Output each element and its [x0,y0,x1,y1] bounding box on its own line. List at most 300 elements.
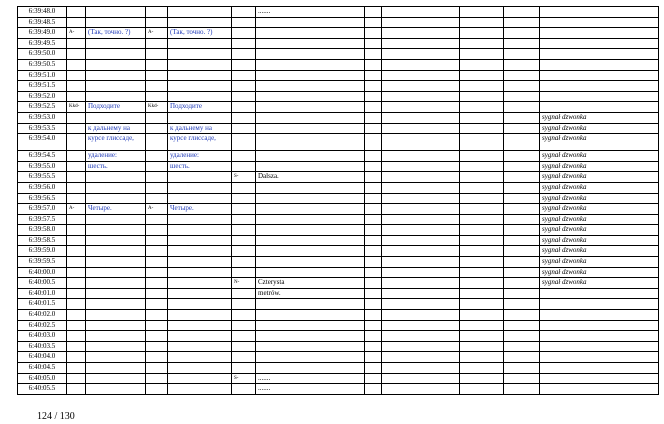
speaker-pl-cell: N- [232,278,256,289]
speaker-pl-cell [232,299,256,310]
empty-cell [460,91,504,102]
remarks-cell [540,28,659,39]
speaker-pl-cell [232,384,256,395]
table-row [18,204,659,215]
empty-cell [460,161,504,172]
phrase-ru-1-cell: Четыре. [86,204,146,215]
table-row [18,134,659,151]
empty-cell [460,182,504,193]
speaker-ru-1-cell [67,352,86,363]
phrase-pl-cell: Czterysta [256,278,365,289]
table-row [18,49,659,60]
empty-cell [504,38,540,49]
speaker-ru-2-cell [146,7,168,18]
speaker-ru-1-cell [67,112,86,123]
empty-cell [365,352,382,363]
phrase-pl-cell [256,341,365,352]
phrase-pl-cell [256,331,365,342]
phrase-ru-2-cell [168,235,232,246]
speaker-pl-cell [232,225,256,236]
speaker-ru-1-cell [67,320,86,331]
empty-cell [365,7,382,18]
empty-cell [382,257,460,268]
speaker-pl-cell [232,204,256,215]
phrase-ru-2-cell [168,112,232,123]
empty-cell [382,288,460,299]
empty-cell [365,161,382,172]
speaker-pl-cell [232,352,256,363]
phrase-ru-2-cell [168,81,232,92]
empty-cell [460,246,504,257]
phrase-pl-cell [256,182,365,193]
speaker-pl-cell [232,102,256,113]
speaker-ru-1-cell [67,278,86,289]
table-row [18,320,659,331]
speaker-ru-2-cell [146,49,168,60]
empty-cell [504,151,540,162]
phrase-pl-cell: ....... [256,373,365,384]
empty-cell [504,7,540,18]
time-cell: 6:40:02.0 [18,310,67,321]
empty-cell [365,267,382,278]
empty-cell [365,172,382,183]
table-row [18,363,659,374]
table-row [18,331,659,342]
speaker-ru-1-cell [67,288,86,299]
phrase-ru-2-cell [168,267,232,278]
empty-cell [382,70,460,81]
speaker-ru-2-cell [146,352,168,363]
phrase-pl-cell [256,161,365,172]
phrase-pl-cell [256,352,365,363]
empty-cell [365,204,382,215]
empty-cell [460,28,504,39]
speaker-ru-2-cell [146,134,168,151]
remarks-cell [540,299,659,310]
speaker-pl-cell [232,17,256,28]
phrase-pl-cell [256,214,365,225]
speaker-ru-1-cell [67,81,86,92]
phrase-ru-1-cell [86,70,146,81]
table-row [18,225,659,236]
speaker-pl-cell [232,182,256,193]
remarks-cell [540,70,659,81]
speaker-ru-1-cell [67,235,86,246]
speaker-ru-1-cell: A- [67,28,86,39]
remarks-cell: sygnał dzwonka [540,193,659,204]
empty-cell [504,214,540,225]
speaker-pl-cell: S- [232,172,256,183]
speaker-pl-cell [232,331,256,342]
speaker-pl-cell [232,161,256,172]
empty-cell [365,91,382,102]
empty-cell [382,7,460,18]
speaker-ru-1-cell [67,17,86,28]
table-row [18,246,659,257]
phrase-ru-1-cell [86,320,146,331]
phrase-ru-1-cell [86,81,146,92]
empty-cell [382,235,460,246]
speaker-ru-2-cell [146,59,168,70]
empty-cell [365,235,382,246]
phrase-ru-1-cell [86,59,146,70]
phrase-ru-1-cell: шесть. [86,161,146,172]
remarks-cell: sygnał dzwonka [540,172,659,183]
empty-cell [365,182,382,193]
phrase-pl-cell [256,17,365,28]
remarks-cell: sygnał dzwonka [540,112,659,123]
phrase-ru-2-cell [168,182,232,193]
speaker-ru-1-cell [67,91,86,102]
speaker-ru-1-cell [67,38,86,49]
speaker-ru-2-cell [146,299,168,310]
speaker-pl-cell [232,151,256,162]
remarks-cell [540,91,659,102]
speaker-ru-1-cell [67,214,86,225]
empty-cell [460,373,504,384]
speaker-ru-1-cell [67,172,86,183]
phrase-pl-cell: ....... [256,384,365,395]
remarks-cell: sygnał dzwonka [540,214,659,225]
phrase-ru-1-cell [86,112,146,123]
empty-cell [365,102,382,113]
time-cell: 6:40:04.0 [18,352,67,363]
time-cell: 6:39:57.0 [18,204,67,215]
phrase-ru-2-cell [168,38,232,49]
remarks-cell: sygnał dzwonka [540,267,659,278]
phrase-pl-cell [256,320,365,331]
remarks-cell: sygnał dzwonka [540,278,659,289]
empty-cell [382,341,460,352]
empty-cell [382,352,460,363]
empty-cell [382,225,460,236]
empty-cell [382,363,460,374]
table-row [18,257,659,268]
phrase-pl-cell [256,310,365,321]
empty-cell [504,310,540,321]
phrase-pl-cell [256,70,365,81]
phrase-pl-cell [256,267,365,278]
phrase-ru-2-cell: к дальнему на [168,123,232,134]
table-row [18,352,659,363]
empty-cell [460,384,504,395]
remarks-cell: sygnał dzwonka [540,257,659,268]
speaker-ru-2-cell [146,267,168,278]
remarks-cell: sygnał dzwonka [540,235,659,246]
remarks-cell: sygnał dzwonka [540,161,659,172]
empty-cell [460,70,504,81]
time-cell: 6:39:53.0 [18,112,67,123]
phrase-ru-2-cell [168,59,232,70]
empty-cell [365,17,382,28]
empty-cell [504,204,540,215]
empty-cell [460,310,504,321]
speaker-ru-2-cell [146,235,168,246]
empty-cell [504,172,540,183]
table-row [18,17,659,28]
speaker-pl-cell [232,320,256,331]
time-cell: 6:39:58.0 [18,225,67,236]
speaker-ru-1-cell [67,310,86,321]
phrase-ru-1-cell [86,7,146,18]
empty-cell [382,214,460,225]
empty-cell [382,151,460,162]
empty-cell [504,161,540,172]
transcript-table [17,6,659,395]
phrase-pl-cell [256,59,365,70]
remarks-cell [540,38,659,49]
phrase-pl-cell [256,225,365,236]
empty-cell [365,59,382,70]
phrase-ru-1-cell [86,17,146,28]
speaker-ru-2-cell [146,363,168,374]
empty-cell [382,38,460,49]
empty-cell [365,123,382,134]
empty-cell [504,267,540,278]
phrase-pl-cell [256,81,365,92]
phrase-ru-1-cell: к дальнему на [86,123,146,134]
empty-cell [365,363,382,374]
speaker-ru-1-cell [67,134,86,151]
remarks-cell [540,331,659,342]
phrase-pl-cell: ....... [256,7,365,18]
phrase-ru-1-cell [86,182,146,193]
time-cell: 6:39:53.5 [18,123,67,134]
empty-cell [460,81,504,92]
speaker-pl-cell [232,288,256,299]
phrase-ru-2-cell [168,7,232,18]
speaker-ru-1-cell [67,70,86,81]
phrase-ru-2-cell: Четыре. [168,204,232,215]
speaker-ru-1-cell [67,7,86,18]
time-cell: 6:39:59.0 [18,246,67,257]
empty-cell [382,320,460,331]
empty-cell [504,182,540,193]
phrase-ru-1-cell [86,352,146,363]
remarks-cell: sygnał dzwonka [540,246,659,257]
speaker-ru-1-cell [67,246,86,257]
phrase-ru-2-cell [168,331,232,342]
empty-cell [460,49,504,60]
table-row [18,7,659,18]
remarks-cell [540,341,659,352]
table-row [18,373,659,384]
speaker-ru-2-cell [146,123,168,134]
empty-cell [382,172,460,183]
table-row [18,81,659,92]
table-row [18,151,659,162]
speaker-pl-cell [232,235,256,246]
remarks-cell: sygnał dzwonka [540,225,659,236]
empty-cell [365,299,382,310]
empty-cell [504,28,540,39]
empty-cell [365,278,382,289]
phrase-ru-1-cell [86,384,146,395]
time-cell: 6:39:49.5 [18,38,67,49]
phrase-pl-cell [256,257,365,268]
speaker-ru-1-cell [67,384,86,395]
remarks-cell [540,17,659,28]
phrase-ru-2-cell [168,225,232,236]
phrase-ru-1-cell [86,49,146,60]
speaker-ru-1-cell [67,299,86,310]
empty-cell [504,59,540,70]
table-row [18,341,659,352]
empty-cell [504,134,540,151]
empty-cell [504,102,540,113]
empty-cell [504,17,540,28]
speaker-pl-cell [232,193,256,204]
empty-cell [504,49,540,60]
empty-cell [460,299,504,310]
empty-cell [382,134,460,151]
speaker-pl-cell [232,81,256,92]
speaker-ru-1-cell [67,331,86,342]
empty-cell [382,331,460,342]
speaker-ru-2-cell [146,112,168,123]
empty-cell [460,102,504,113]
empty-cell [365,134,382,151]
phrase-ru-2-cell [168,246,232,257]
phrase-ru-2-cell: (Так, точно. ?) [168,28,232,39]
table-row [18,28,659,39]
phrase-pl-cell [256,49,365,60]
empty-cell [382,204,460,215]
phrase-ru-1-cell [86,38,146,49]
table-row [18,70,659,81]
remarks-cell [540,7,659,18]
time-cell: 6:40:05.5 [18,384,67,395]
empty-cell [504,373,540,384]
time-cell: 6:40:02.5 [18,320,67,331]
empty-cell [504,193,540,204]
empty-cell [504,341,540,352]
page-number: 124 / 130 [37,411,75,422]
time-cell: 6:40:01.0 [18,288,67,299]
phrase-pl-cell [256,246,365,257]
phrase-ru-2-cell: удаление: [168,151,232,162]
speaker-ru-1-cell: Kkd- [67,102,86,113]
speaker-ru-1-cell [67,267,86,278]
time-cell: 6:39:56.5 [18,193,67,204]
empty-cell [365,320,382,331]
empty-cell [382,81,460,92]
remarks-cell: sygnał dzwonka [540,151,659,162]
empty-cell [504,331,540,342]
time-cell: 6:39:52.0 [18,91,67,102]
remarks-cell [540,310,659,321]
speaker-pl-cell [232,267,256,278]
empty-cell [504,320,540,331]
empty-cell [382,91,460,102]
phrase-ru-1-cell [86,214,146,225]
empty-cell [382,278,460,289]
empty-cell [382,299,460,310]
empty-cell [382,123,460,134]
empty-cell [460,352,504,363]
speaker-ru-1-cell [67,373,86,384]
empty-cell [382,49,460,60]
empty-cell [460,320,504,331]
phrase-ru-1-cell [86,310,146,321]
speaker-pl-cell [232,59,256,70]
remarks-cell [540,373,659,384]
speaker-ru-2-cell [146,172,168,183]
phrase-ru-2-cell [168,373,232,384]
remarks-cell [540,49,659,60]
phrase-ru-1-cell [86,278,146,289]
speaker-pl-cell [232,363,256,374]
time-cell: 6:39:50.0 [18,49,67,60]
empty-cell [365,193,382,204]
phrase-ru-2-cell [168,17,232,28]
phrase-pl-cell [256,299,365,310]
time-cell: 6:39:50.5 [18,59,67,70]
speaker-ru-1-cell: A- [67,204,86,215]
empty-cell [504,288,540,299]
empty-cell [460,38,504,49]
empty-cell [504,81,540,92]
speaker-ru-2-cell [146,193,168,204]
remarks-cell [540,288,659,299]
empty-cell [460,341,504,352]
speaker-ru-2-cell [146,38,168,49]
empty-cell [504,70,540,81]
empty-cell [460,331,504,342]
empty-cell [504,257,540,268]
empty-cell [460,193,504,204]
phrase-ru-2-cell [168,214,232,225]
speaker-pl-cell [232,38,256,49]
phrase-pl-cell [256,204,365,215]
speaker-ru-2-cell: A- [146,204,168,215]
phrase-pl-cell [256,112,365,123]
speaker-ru-2-cell [146,182,168,193]
empty-cell [365,49,382,60]
table-row [18,267,659,278]
remarks-cell: sygnał dzwonka [540,204,659,215]
table-row [18,235,659,246]
empty-cell [382,193,460,204]
phrase-ru-2-cell [168,299,232,310]
speaker-ru-2-cell [146,288,168,299]
phrase-ru-1-cell [86,373,146,384]
phrase-ru-2-cell [168,341,232,352]
empty-cell [460,123,504,134]
phrase-ru-1-cell: (Так, точно. ?) [86,28,146,39]
empty-cell [460,204,504,215]
remarks-cell [540,59,659,70]
empty-cell [460,278,504,289]
empty-cell [365,214,382,225]
empty-cell [504,91,540,102]
remarks-cell: sygnał dzwonka [540,182,659,193]
empty-cell [460,7,504,18]
speaker-ru-2-cell [146,331,168,342]
speaker-ru-2-cell [146,341,168,352]
speaker-ru-1-cell [67,182,86,193]
table-row [18,182,659,193]
speaker-pl-cell [232,310,256,321]
empty-cell [460,363,504,374]
speaker-ru-1-cell [67,151,86,162]
phrase-ru-1-cell: курсе глиссаде, [86,134,146,151]
phrase-ru-1-cell [86,235,146,246]
speaker-pl-cell [232,214,256,225]
speaker-ru-1-cell [67,161,86,172]
speaker-ru-1-cell [67,341,86,352]
speaker-pl-cell [232,70,256,81]
